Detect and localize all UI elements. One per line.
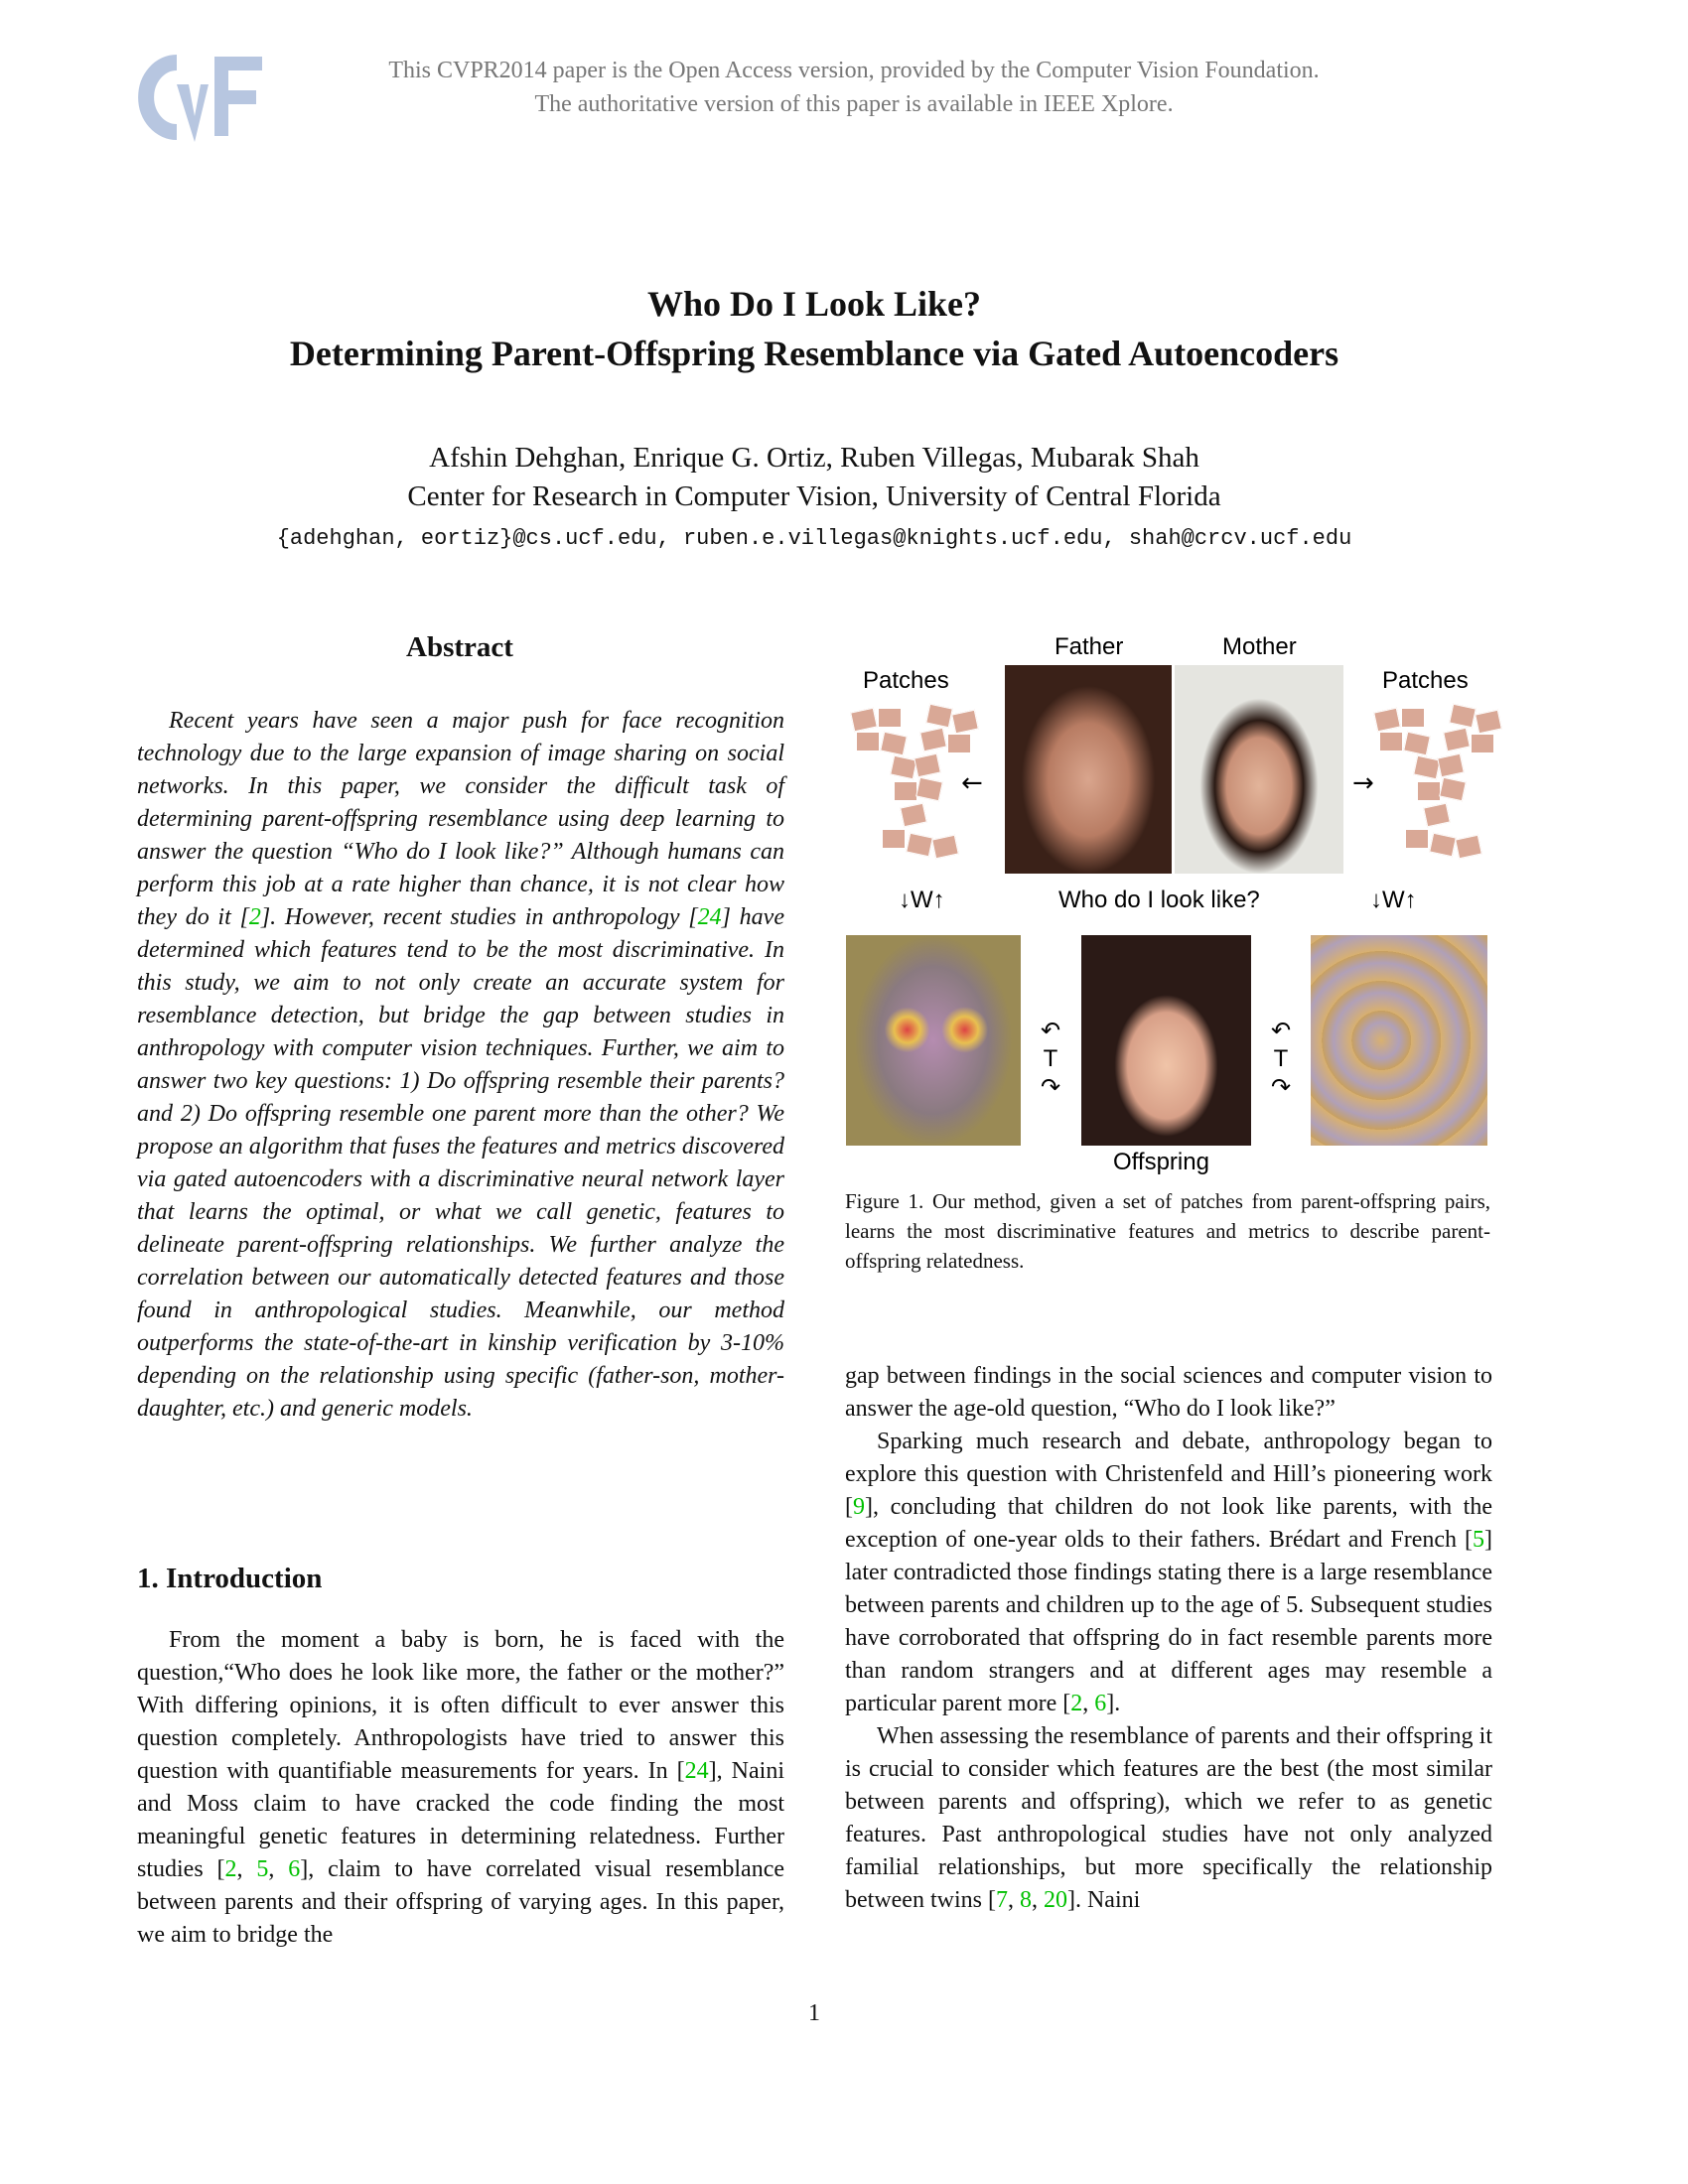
father-label: Father	[1055, 633, 1124, 660]
mother-label: Mother	[1222, 633, 1297, 660]
up-arrow-icon: ↑	[932, 887, 945, 913]
face-patch	[1449, 704, 1477, 729]
text-run: ,	[1031, 1887, 1044, 1913]
offspring-photo	[1081, 935, 1251, 1146]
ieee-notice: The authoritative version of this paper is available in IEEE Xplore.	[534, 91, 1174, 117]
w-arrows-right	[1370, 887, 1417, 914]
citation-link[interactable]: 5	[256, 1856, 269, 1882]
citation-link[interactable]: 6	[288, 1856, 301, 1882]
face-patch	[882, 829, 906, 849]
face-patch	[915, 777, 943, 802]
paragraph	[845, 1720, 1492, 1917]
paper-title-line1: Who Do I Look Like?	[646, 284, 982, 324]
citation-link[interactable]: 2	[248, 904, 261, 930]
text-run: ], Naini and Moss claim to have cracked the code finding the most meaningful genetic features in determining relatedness. Further studies [	[137, 1758, 785, 1882]
figure-caption: Figure 1. Our method, given a set of patches from parent-offspring pairs, learns the most discriminative features and metrics to describe parent-offspring relatedness.	[845, 1189, 1490, 1273]
text-run: When assessing the resemblance of parents and their offspring it is crucial to consider which features are the best (the most similar between parents and offspring), which we refer to as genetic features. Past anthropological studies have not only analyzed familial relationships, but more specifically the relationship between twins [	[845, 1723, 1492, 1913]
offspring-label: Offspring	[1113, 1149, 1209, 1175]
face-patch	[1423, 803, 1451, 828]
face-patch	[1475, 710, 1502, 735]
open-access-notice: This CVPR2014 paper is the Open Access version, provided by the Computer Vision Foundation.	[388, 58, 1320, 83]
arrow-left-icon: ←	[961, 768, 983, 798]
affiliation: Center for Research in Computer Vision, University of Central Florida	[407, 480, 1221, 512]
text-run: Recent years have seen a major push for face recognition technology due to the large expansion of image sharing on social networks. In this paper, we consider the difficult task of determining parent-offspring resemblance using deep learning to answer the question “Who do I look like?” Although humans can perform this job at a rate higher than chance, it is not clear how they do it [	[137, 708, 784, 930]
t-label: T	[1273, 1045, 1289, 1072]
citation-link[interactable]: 2	[224, 1856, 237, 1882]
text-run: Sparking much research and debate, anthropology began to explore this question with Christenfeld and Hill’s pioneering work [	[845, 1429, 1492, 1520]
face-patch	[906, 833, 933, 858]
citation-link[interactable]: 7	[995, 1887, 1008, 1913]
arrow-right-icon: ↷	[1270, 1074, 1292, 1101]
cvf-logo	[137, 55, 266, 144]
paragraph	[845, 1360, 1492, 1426]
up-arrow-icon: ↑	[1404, 887, 1417, 913]
paragraph	[845, 1426, 1492, 1720]
text-run: ]. However, recent studies in anthropology [	[260, 904, 698, 930]
text-run: ,	[1082, 1691, 1095, 1716]
face-patch	[1439, 777, 1467, 802]
w-label: W	[1382, 887, 1405, 913]
citation-link[interactable]: 9	[853, 1494, 865, 1520]
text-run: ]. Naini	[1066, 1887, 1141, 1913]
text-run: ,	[1007, 1887, 1020, 1913]
face-patch	[1403, 732, 1431, 756]
author-emails: {adehghan, eortiz}@cs.ucf.edu, ruben.e.villegas@knights.ucf.edu, shah@crcv.ucf.edu	[276, 526, 1352, 551]
t-arrows-left	[1031, 1017, 1070, 1102]
abstract-heading: Abstract	[406, 631, 513, 663]
face-patch	[1401, 708, 1425, 728]
patches-left-label: Patches	[863, 667, 949, 694]
arrow-right-icon: →	[1352, 768, 1374, 798]
w-label: W	[911, 887, 933, 913]
arrow-right-icon: ↷	[1040, 1074, 1061, 1101]
face-patch	[951, 710, 979, 735]
text-run: ] have determined which features tend to be the most discriminative. In this study, we aim to not only create an accurate system for resemblance detection, but bridge the gap between studies in anthropology with computer vision techniques. Further, we aim to answer two key questions: 1) Do offspring resemble their parents? and 2) Do offspring resemble one parent more than the other? We propose an algorithm that fuses the features and metrics discovered via gated autoencoders with a discriminative neural network layer that learns the optimal, or what we call genetic, features to delineate parent-offspring relationships. We further analyze the correlation between our automatically detected features and those found in anthropological studies. Meanwhile, our method outperforms the state-of-the-art in kinship verification by 3-10% depending on the relationship using specific (father-son, mother-daughter, etc.) and generic models.	[137, 904, 784, 1422]
citation-link[interactable]: 8	[1019, 1887, 1032, 1913]
paragraph	[137, 1624, 784, 1952]
face-patch	[1373, 708, 1401, 733]
face-patch	[1471, 734, 1494, 753]
citation-link[interactable]: 2	[1070, 1691, 1083, 1716]
face-patch	[1405, 829, 1429, 849]
face-patch	[1437, 753, 1465, 778]
text-run: ], claim to have correlated visual resemblance between parents and their offspring of varying ages. In this paper, we aim to bridge the	[137, 1856, 784, 1948]
face-patch	[925, 704, 953, 729]
citation-link[interactable]: 24	[684, 1758, 709, 1784]
mother-photo	[1175, 665, 1343, 874]
abstract-paragraph	[137, 705, 784, 1426]
patches-right-label: Patches	[1382, 667, 1469, 694]
right-column-body	[845, 1360, 1492, 1917]
face-patch	[1417, 781, 1441, 801]
arrow-left-icon: ↶	[1040, 1018, 1061, 1044]
paper-title-line2: Determining Parent-Offspring Resemblance via Gated Autoencoders	[289, 334, 1339, 373]
father-photo	[1005, 665, 1172, 874]
question-label: Who do I look like?	[1058, 887, 1260, 913]
text-run: From the moment a baby is born, he is faced with the question,“Who does he look like more, the father or the mother?” With differing opinions, it is often difficult to ever answer this question completely. Anthropologists have tried to answer this question with quantifiable measurements for years. In [	[137, 1627, 784, 1784]
face-patch	[856, 732, 880, 751]
text-run: ,	[268, 1856, 289, 1882]
author-names: Afshin Dehghan, Enrique G. Ortiz, Ruben Villegas, Mubarak Shah	[429, 442, 1199, 474]
text-run: ,	[236, 1856, 257, 1882]
citation-link[interactable]: 20	[1043, 1887, 1067, 1913]
arrow-left-icon: ↶	[1270, 1018, 1292, 1044]
w-arrows-left	[899, 887, 945, 914]
face-patch	[931, 835, 959, 860]
introduction-heading: 1. Introduction	[137, 1563, 323, 1594]
citation-link[interactable]: 24	[697, 904, 722, 930]
text-run: ], concluding that children do not look like parents, with the exception of one-year olds to their fathers. Brédart and French [	[845, 1494, 1492, 1553]
face-patch	[947, 734, 971, 753]
text-run: ].	[1106, 1691, 1121, 1716]
face-patch	[878, 708, 902, 728]
face-patch	[1379, 732, 1403, 751]
face-patch	[1455, 835, 1482, 860]
introduction-body	[137, 1624, 784, 1952]
face-patch	[919, 728, 947, 752]
face-patch	[850, 708, 878, 733]
text-run: gap between findings in the social sciences and computer vision to answer the age-old question, “Who do I look like?”	[845, 1363, 1492, 1422]
abstract-body	[137, 705, 784, 1426]
mother-heatmap	[1311, 935, 1487, 1146]
down-arrow-icon: ↓	[899, 887, 911, 913]
father-heatmap	[846, 935, 1021, 1146]
face-patch	[1443, 728, 1471, 752]
down-arrow-icon: ↓	[1370, 887, 1382, 913]
face-patch	[894, 781, 917, 801]
text-run: ] later contradicted those findings stating there is a large resemblance between parents and children up to the age of 5. Subsequent studies have corroborated that offspring do in fact resemble parents more than random strangers and at different ages may resemble a particular parent more [	[845, 1527, 1492, 1716]
t-label: T	[1043, 1045, 1058, 1072]
citation-link[interactable]: 5	[1473, 1527, 1484, 1553]
face-patch	[914, 753, 941, 778]
face-patch	[1429, 833, 1457, 858]
face-patch	[900, 803, 927, 828]
t-arrows-right	[1261, 1017, 1301, 1102]
face-patch	[880, 732, 908, 756]
citation-link[interactable]: 6	[1094, 1691, 1107, 1716]
page-number: 1	[808, 2000, 820, 2026]
